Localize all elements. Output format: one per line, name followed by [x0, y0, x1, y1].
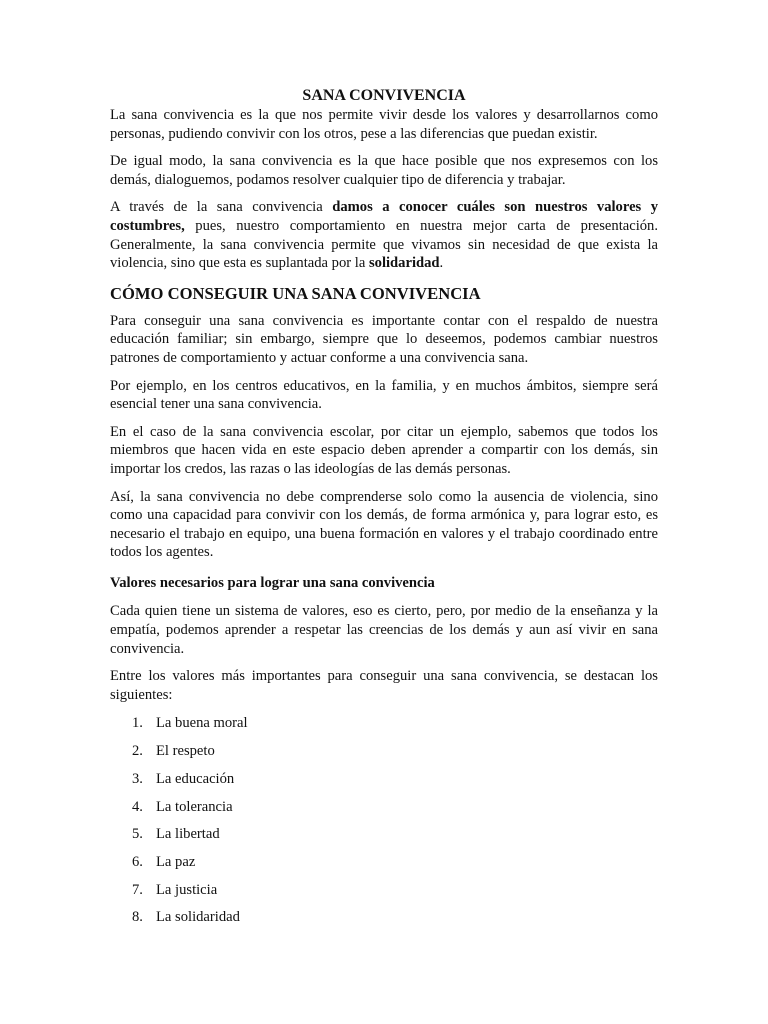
subsection-heading: Valores necesarios para lograr una sana convivencia [110, 574, 435, 591]
list-item [110, 714, 658, 732]
paragraph-values-end: . [439, 255, 444, 272]
list-item-number: 4. [132, 798, 143, 815]
list-item [110, 908, 658, 926]
list-item-number: 1. [132, 715, 143, 732]
list-item [110, 770, 658, 788]
paragraph-intro: La sana convivencia es la que nos permite vivir desde los valores y desarrollarnos como personas, pudiendo convivir con los otros, pese a las diferencias que puedan existir. [110, 107, 658, 142]
list-item-text: La buena moral [156, 715, 248, 732]
paragraph-family-education: Para conseguir una sana convivencia es importante contar con el respaldo de nuestra educación familiar; sin embargo, siempre que lo deseemos, podemos cambiar nuestros patrones de comportamiento y actuar conforme a una convivencia sana. [110, 312, 658, 366]
list-item [110, 742, 658, 760]
list-item-text: La tolerancia [156, 798, 233, 815]
list-item-text: La libertad [156, 826, 220, 843]
list-item-number: 6. [132, 853, 143, 870]
list-item-text: El respeto [156, 743, 215, 760]
paragraph-list-intro: Entre los valores más importantes para conseguir una sana convivencia, se destacan los siguientes: [110, 668, 658, 703]
paragraph-values-bold-solidarity: solidaridad [368, 255, 440, 272]
section-heading: CÓMO CONSEGUIR UNA SANA CONVIVENCIA [110, 283, 481, 303]
list-item-text: La educación [156, 770, 235, 787]
list-item-number: 7. [132, 881, 143, 898]
paragraph-harmony: Así, la sana convivencia no debe comprenderse solo como la ausencia de violencia, sino como una capacidad para convivir con los demás, de forma armónica y, para lograr esto, es necesario el trabajo en equipo, una buena formación en valores y el trabajo coordinado entre todos los agentes. [110, 488, 658, 561]
paragraph-value-system: Cada quien tiene un sistema de valores, eso es cierto, pero, por medio de la enseñanza y la empatía, podemos aprender a respetar las creencias de los demás y aun así vivir en sana convivencia. [110, 603, 658, 657]
paragraph-values-bold-values: damos a conocer cuáles son nuestros valores y costumbres, [110, 199, 659, 234]
list-item-text: La paz [156, 853, 196, 870]
values-list [110, 714, 658, 926]
list-item [110, 798, 658, 816]
paragraph-values-part-c: pues, nuestro comportamiento en nuestra mejor carta de presentación. Generalmente, la sana convivencia permite que vivamos sin necesidad de que exista la violencia, sino que esta es suplantada por la [110, 217, 658, 272]
list-item-number: 3. [132, 770, 143, 787]
list-item [110, 881, 658, 899]
list-item [110, 825, 658, 843]
paragraph-example: Por ejemplo, en los centros educativos, en la familia, y en muchos ámbitos, siempre será esencial tener una sana convivencia. [110, 377, 658, 413]
list-item-number: 8. [132, 909, 143, 926]
list-item-text: La solidaridad [156, 909, 240, 926]
list-item [110, 853, 658, 871]
list-item-number: 2. [132, 743, 143, 760]
list-item-number: 5. [132, 826, 143, 843]
document-page [110, 86, 658, 936]
document-title: SANA CONVIVENCIA [302, 87, 466, 104]
list-item-text: La justicia [156, 881, 218, 898]
paragraph-expression: De igual modo, la sana convivencia es la que hace posible que nos expresemos con los demás, dialoguemos, podamos resolver cualquier tipo de diferencia y trabajar. [110, 153, 658, 188]
paragraph-values [110, 198, 658, 272]
paragraph-school: En el caso de la sana convivencia escolar, por citar un ejemplo, sabemos que todos los miembros que hacen vida en este espacio deben aprender a compartir con los demás, sin importar los credos, las razas o las ideologías de las demás personas. [110, 423, 658, 477]
paragraph-values-part-a: A través de la sana convivencia [110, 199, 333, 216]
